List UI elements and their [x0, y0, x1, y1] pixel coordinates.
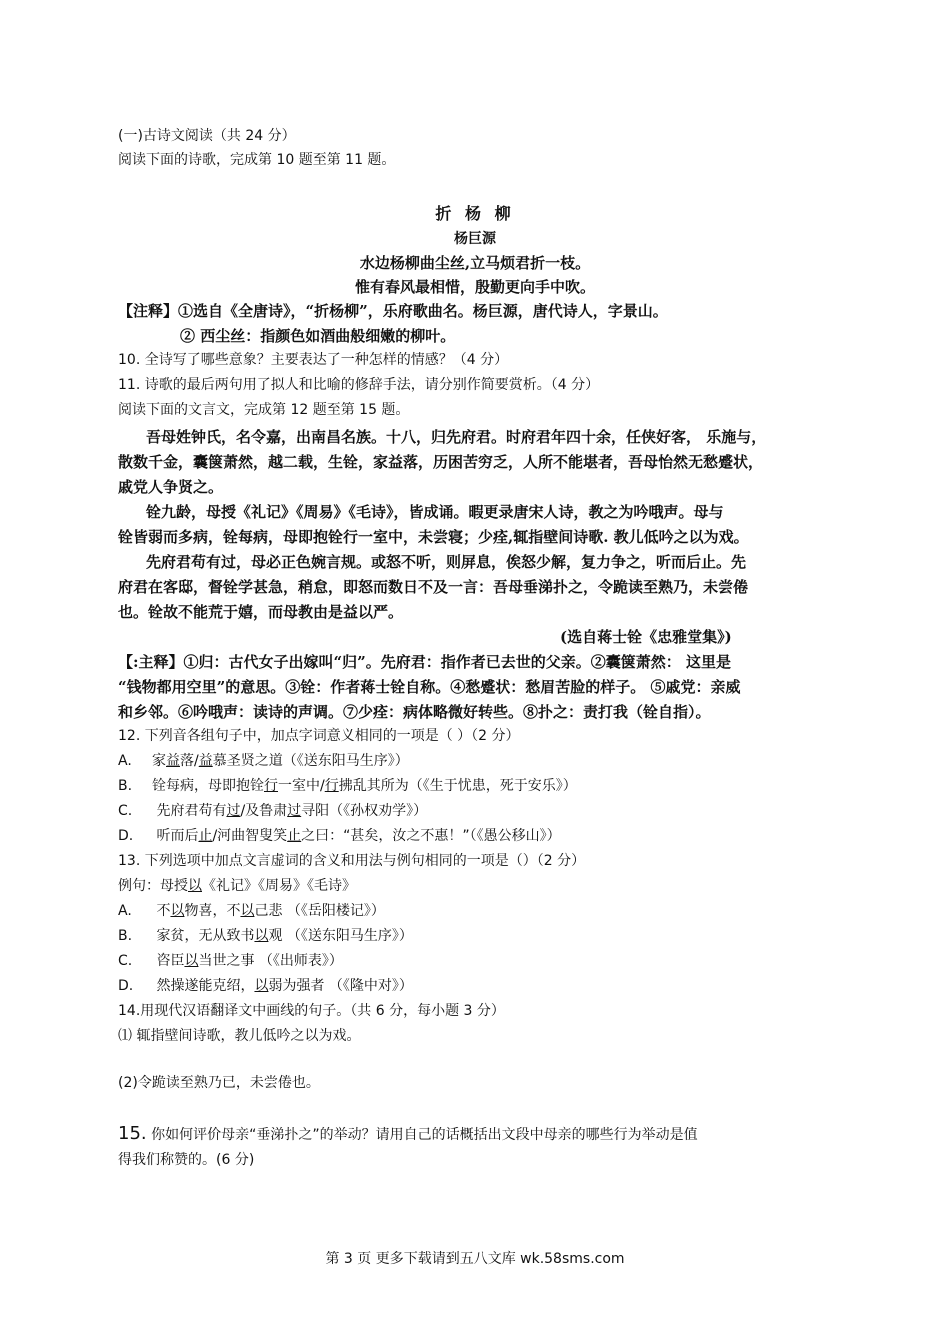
poem-instruction: 阅读下面的诗歌，完成第 10 题至第 11 题。: [118, 152, 396, 168]
question-12-option-d: D. 听而后止/河曲智叟笑止之曰：“甚矣，汝之不惠！”（《愚公移山》）: [118, 828, 561, 844]
question-13-option-d: D. 然操遂能克绍，以弱为强者 （《隆中对》）: [118, 978, 413, 994]
question-13-option-c: C. 咨臣以当世之事 （《出师表》）: [118, 953, 343, 969]
question-15-line2: 得我们称赞的。(6 分): [118, 1152, 255, 1168]
prose-p3-line3: 也。铨故不能荒于嬉，而母教由是益以严。: [118, 603, 404, 621]
prose-p3-line2: 府君在客邸，督铨学甚急，稍怠，即怒而数日不及一言：吾母垂涕扑之，令跪读至熟乃，未尝倦: [118, 578, 749, 596]
question-12-stem: 12. 下列音各组句子中，加点字词意义相同的一项是（ ）（2 分）: [118, 728, 520, 744]
prose-instruction: 阅读下面的文言文，完成第 12 题至第 15 题。: [118, 402, 410, 418]
prose-source: (选自蒋士铨《忠雅堂集》): [560, 628, 732, 646]
poem-title: 折 杨 柳: [435, 204, 515, 223]
prose-p3-line1: 先府君苟有过，母必正色婉言规。或怒不听，则屏息，俟怒少解，复力争之，听而后止。先: [146, 553, 747, 571]
poem-line-2: 惟有春风最相惜，殷勤更向手中吹。: [354, 278, 595, 296]
question-14-sentence-2: (2)令跪读至熟乃已，未尝倦也。: [118, 1075, 320, 1091]
question-14-sentence-1: ⑴ 辄指壁间诗歌，教儿低吟之以为戏。: [118, 1028, 361, 1044]
question-13-example: 例句：母授以《礼记》《周易》《毛诗》: [118, 878, 356, 894]
prose-p1-line1: 吾母姓钟氏，名令嘉，出南昌名族。十八，归先府君。时府君年四十余，任侠好客， 乐施与，: [146, 428, 767, 446]
question-12-option-c: C. 先府君苟有过/及鲁肃过寻阳（《孙权劝学》）: [118, 803, 428, 819]
page-footer: 第 3 页 更多下载请到五八文库 wk.58sms.com: [325, 1251, 625, 1267]
question-11: 11. 诗歌的最后两句用了拟人和比喻的修辞手法，请分别作简要赏析。（4 分）: [118, 377, 600, 393]
question-13-option-a: A. 不以物喜，不以己悲 （《岳阳楼记》）: [118, 903, 385, 919]
question-12-option-b: B. 铨每病，母即抱铨行一室中/行拂乱其所为（《生于忧患，死于安乐》）: [118, 778, 577, 794]
question-13-stem: 13. 下列选项中加点文言虚词的含义和用法与例句相同的一项是（）（2 分）: [118, 853, 586, 869]
section-title: (一)古诗文阅读（共 24 分）: [118, 128, 296, 144]
prose-p1-line2: 散数千金，囊箧萧然，越二载，生铨，家益落，历困苦穷乏，人所不能堪者，吾母怡然无愁蹙状，: [118, 453, 764, 471]
prose-notes-line3: 和乡邻。⑥吟哦声：读诗的声调。⑦少痊：病体略微好转些。⑧扑之：责打我（铨自指）。: [118, 703, 711, 721]
prose-p1-line3: 戚党人争贤之。: [118, 478, 224, 496]
question-14-stem: 14.用现代汉语翻译文中画线的句子。（共 6 分，每小题 3 分）: [118, 1003, 505, 1019]
prose-notes-line2: “钱物都用空里”的意思。③铨：作者蒋士铨自称。④愁蹙状：愁眉苦脸的样子。 ⑤戚党：亲威: [118, 678, 741, 696]
prose-notes-line1: 【:主释】①归：古代女子出嫁叫“归”。先府君：指作者已去世的父亲。②囊箧萧然： 这里是: [118, 653, 732, 671]
poem-note-1: 【注释】①选自《全唐诗》，“折杨柳”，乐府歌曲名。杨巨源，唐代诗人，字景山。: [118, 302, 668, 320]
question-10: 10. 全诗写了哪些意象？主要表达了一种怎样的情感？（4 分）: [118, 352, 509, 368]
poem-line-1: 水边杨柳曲尘丝,立马烦君折一枝。: [359, 254, 591, 272]
question-15-line1: 15. 你如何评价母亲“垂涕扑之”的举动？请用自己的话概括出文段中母亲的哪些行为举动是值: [118, 1123, 698, 1144]
prose-p2-line1: 铨九龄，母授《礼记》《周易》《毛诗》，皆成诵。暇更录唐宋人诗，教之为吟哦声。母与: [146, 503, 724, 521]
prose-p2-line2: 铨皆弱而多病，铨每病，母即抱铨行一室中，未尝寝；少痊,辄指壁间诗歌. 教儿低吟之以为戏。: [118, 528, 749, 546]
poem-note-2: ② 西尘丝：指颜色如酒曲般细嫩的柳叶。: [180, 327, 456, 345]
poem-author: 杨巨源: [454, 231, 496, 247]
question-12-option-a: A. 家益落/益慕圣贤之道（《送东阳马生序》）: [118, 753, 409, 769]
question-13-option-b: B. 家贫，无从致书以观 （《送东阳马生序》）: [118, 928, 413, 944]
